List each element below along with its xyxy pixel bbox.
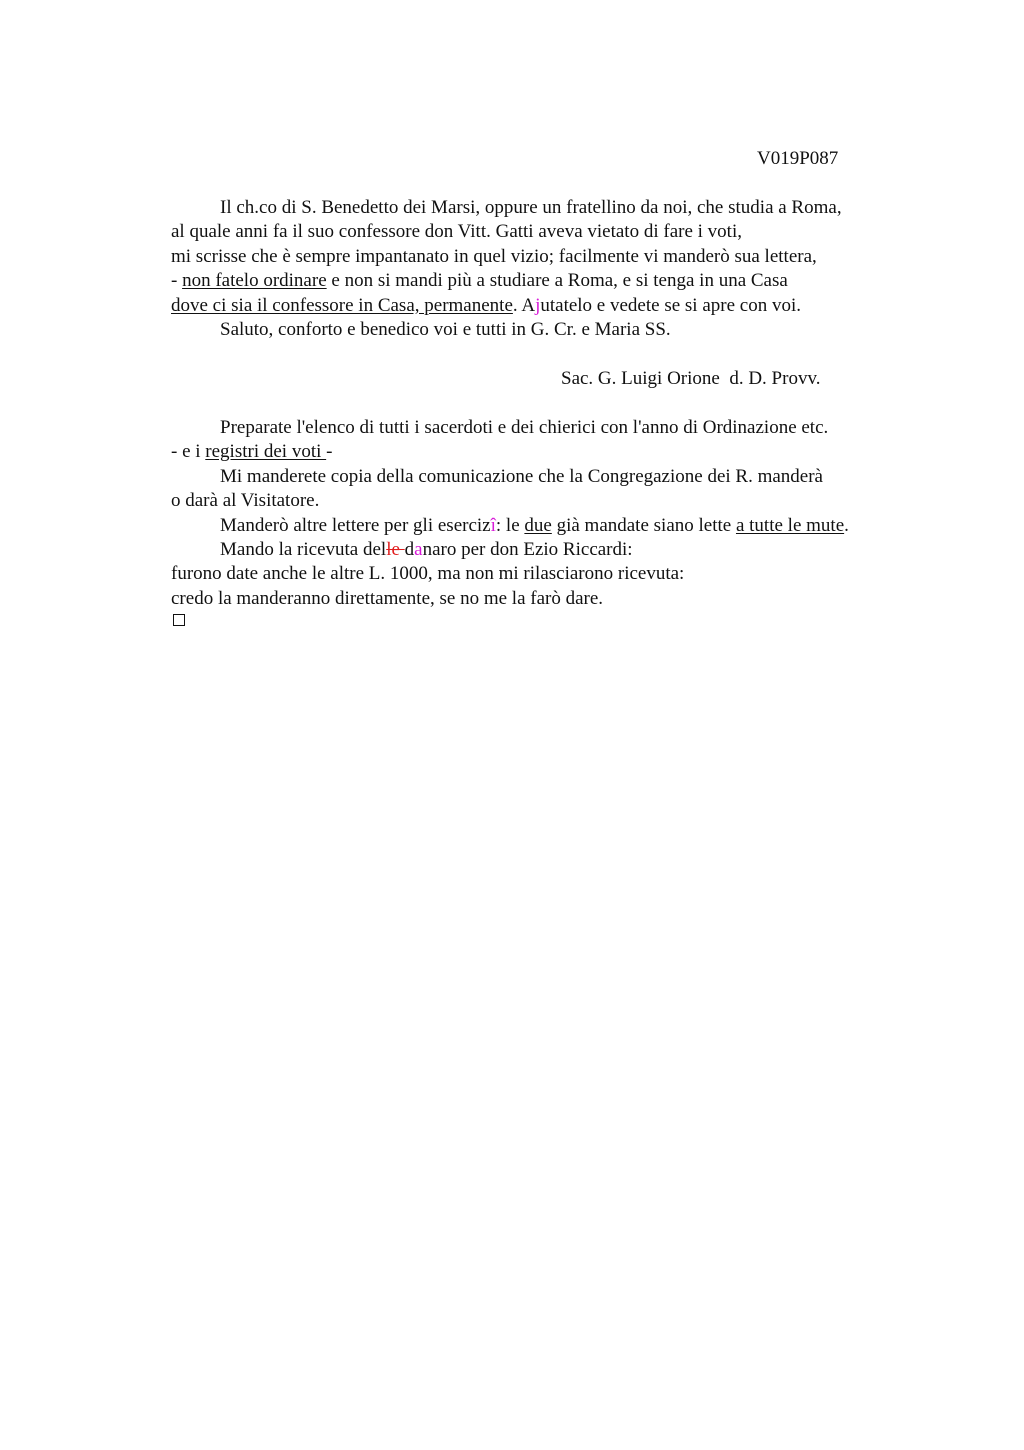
inserted-text: j	[535, 294, 541, 316]
text-span: Manderò altre lettere per gli eserciz	[220, 514, 491, 536]
text-span: credo la manderanno direttamente, se no me la farò dare.	[171, 587, 604, 609]
text-line	[171, 465, 849, 489]
deleted-text: le	[386, 538, 405, 560]
text-span: -	[171, 270, 183, 292]
text-span: utatelo e vedete se si apre con voi.	[540, 294, 801, 316]
text-span: . A	[512, 294, 536, 316]
text-span: Preparate l'elenco di tutti i sacerdoti e dei chierici con l'anno di Ordinazione etc.	[220, 417, 829, 438]
text-line	[171, 416, 849, 440]
text-span: .	[844, 514, 849, 536]
text-line	[171, 538, 849, 562]
text-line	[171, 440, 849, 464]
text-span: e non si mandi più a studiare a Roma, e si tenga in una Casa	[326, 270, 788, 292]
text-span: già mandate siano lette	[551, 514, 736, 536]
letter-paragraph-2	[171, 416, 849, 611]
underlined-text: registri dei voti	[205, 441, 327, 463]
text-span: o darà al Visitatore.	[171, 490, 320, 512]
text-span: - e i	[171, 441, 206, 463]
underlined-text: due	[524, 514, 552, 536]
text-span: Mando la ricevuta del	[220, 538, 387, 560]
reference-code: V019P087	[757, 148, 839, 169]
square-box-icon	[173, 614, 185, 626]
underlined-text: a tutte le mute	[735, 514, 845, 536]
text-line	[171, 245, 842, 269]
text-line	[171, 220, 842, 244]
text-line	[171, 196, 842, 220]
signature: Sac. G. Luigi Orione d. D. Provv.	[561, 368, 821, 389]
text-span: al quale anni fa il suo confessore don Vitt. Gatti aveva vietato di fare i voti,	[171, 221, 742, 243]
text-line	[171, 562, 849, 586]
underlined-text: dove ci sia il confessore in Casa, permanente	[171, 294, 513, 316]
text-span: : le	[495, 514, 525, 536]
text-line	[171, 489, 849, 513]
text-span: furono date anche le altre L. 1000, ma non mi rilasciarono ricevuta:	[171, 563, 685, 585]
text-span: Mi manderete copia della comunicazione che la Congregazione dei R. manderà	[220, 465, 823, 487]
text-span: mi scrisse che è sempre impantanato in quel vizio; facilmente vi manderò sua lettera,	[171, 245, 817, 267]
inserted-text: a	[414, 538, 423, 560]
text-line	[171, 318, 842, 342]
text-line	[171, 269, 842, 293]
text-line	[171, 294, 842, 318]
underlined-text: non fatelo ordinare	[182, 270, 327, 292]
text-span: naro per don Ezio Riccardi:	[422, 538, 633, 560]
text-span: d	[404, 538, 415, 560]
text-line	[171, 514, 849, 538]
text-span: Saluto, conforto e benedico voi e tutti in G. Cr. e Maria SS.	[220, 318, 671, 340]
text-span: Il ch.co di S. Benedetto dei Marsi, oppure un fratellino da noi, che studia a Roma,	[220, 197, 842, 218]
inserted-text: î	[490, 514, 496, 536]
text-line	[171, 587, 849, 611]
text-span: -	[326, 441, 333, 463]
letter-paragraph-1	[171, 196, 842, 342]
